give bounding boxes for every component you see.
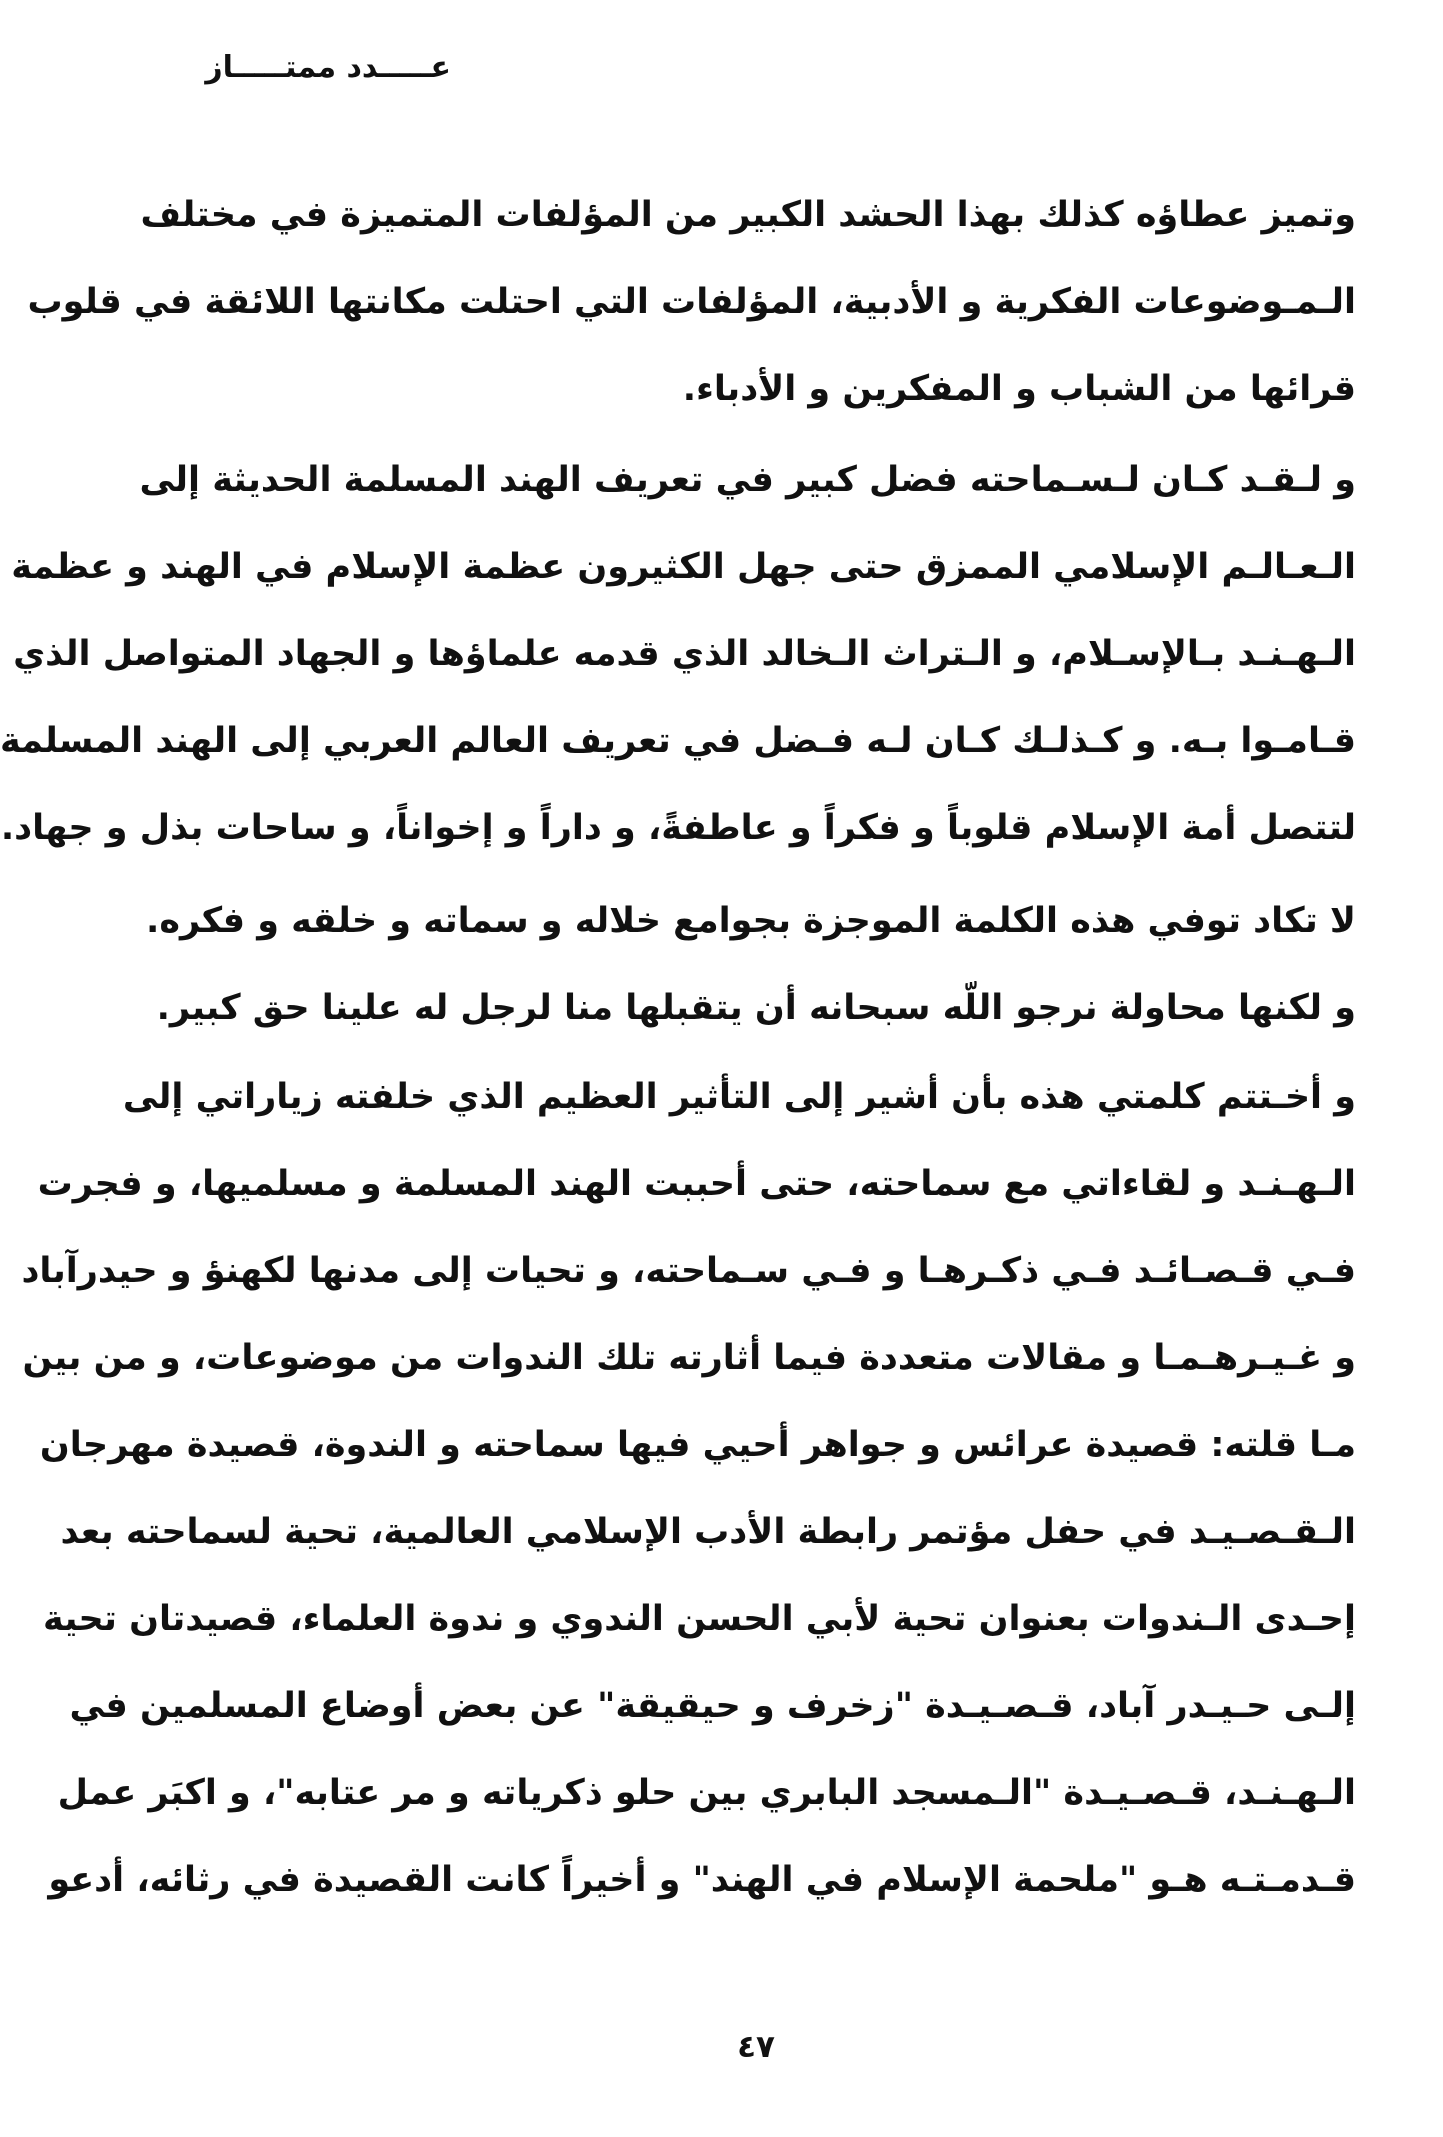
text-line: إلـى حـيـدر آباد، قـصـيـدة "زخرف و حيقيقة" عن بعض أوضاع المسلمين في — [69, 1686, 1356, 1726]
text-line: الـقـصـيـد في حفل مؤتمر رابطة الأدب الإسلامي العالمية، تحية لسماحته بعد — [60, 1512, 1356, 1552]
text-line: و لكنها محاولة نرجو اللّه سبحانه أن يتقبلها منا لرجل له علينا حق كبير. — [156, 988, 1356, 1028]
text-line: الـهـنـد بـالإسـلام، و الـتراث الـخالد الذي قدمه علماؤها و الجهاد المتواصل الذي — [13, 634, 1356, 674]
paragraph-2 — [0, 437, 1356, 872]
text-line: الـمـوضوعات الفكرية و الأدبية، المؤلفات التي احتلت مكانتها اللائقة في قلوب — [27, 282, 1356, 322]
text-line: فـي قـصـائـد فـي ذكـرهـا و فـي سـماحته، و تحيات إلى مدنها لكهنؤ و حيدرآباد — [21, 1251, 1356, 1291]
page-number: ٤٧ — [737, 2029, 775, 2065]
text-line: و لـقـد كـان لـسـماحته فضل كبير في تعريف الهند المسلمة الحديثة إلى — [139, 460, 1356, 500]
text-line: قـدمـتـه هـو "ملحمة الإسلام في الهند" و أخيراً كانت القصيدة في رثائه، أدعو — [48, 1860, 1356, 1900]
article-body — [0, 172, 1356, 1924]
text-line: و غـيـرهـمـا و مقالات متعددة فيما أثارته تلك الندوات من موضوعات، و من بين — [22, 1338, 1356, 1378]
text-line: لا تكاد توفي هذه الكلمة الموجزة بجوامع خلاله و سماته و خلقه و فكره. — [146, 901, 1356, 941]
text-line: لتتصل أمة الإسلام قلوباً و فكراً و عاطفةً، و داراً و إخواناً، و ساحات بذل و جهاد. — [0, 808, 1356, 848]
running-header: عـــــدد ممتـــــاز — [205, 50, 451, 85]
paragraph-4 — [21, 1054, 1356, 1924]
paragraph-3 — [146, 878, 1356, 1052]
text-line: و أخـتتم كلمتي هذه بأن أشير إلى التأثير العظيم الذي خلفته زياراتي إلى — [122, 1077, 1356, 1117]
text-line: قرائها من الشباب و المفكرين و الأدباء. — [682, 369, 1356, 409]
text-line: قـامـوا بـه. و كـذلـك كـان لـه فـضل في تعريف العالم العربي إلى الهند المسلمة — [0, 721, 1356, 761]
text-line: وتميز عطاؤه كذلك بهذا الحشد الكبير من المؤلفات المتميزة في مختلف — [140, 195, 1356, 235]
text-line: الـعـالـم الإسلامي الممزق حتى جهل الكثيرون عظمة الإسلام في الهند و عظمة — [11, 547, 1356, 587]
text-line: الـهـنـد، قـصـيـدة "الـمسجد البابري بين حلو ذكرياته و مر عتابه"، و اكبَر عمل — [57, 1773, 1356, 1813]
text-line: الـهـنـد و لقاءاتي مع سماحته، حتى أحببت الهند المسلمة و مسلميها، و فجرت — [37, 1164, 1356, 1204]
paragraph-1 — [27, 172, 1356, 433]
text-line: مـا قلته: قصيدة عرائس و جواهر أحيي فيها سماحته و الندوة، قصيدة مهرجان — [39, 1425, 1356, 1465]
text-line: إحـدى الـندوات بعنوان تحية لأبي الحسن الندوي و ندوة العلماء، قصيدتان تحية — [43, 1599, 1356, 1639]
